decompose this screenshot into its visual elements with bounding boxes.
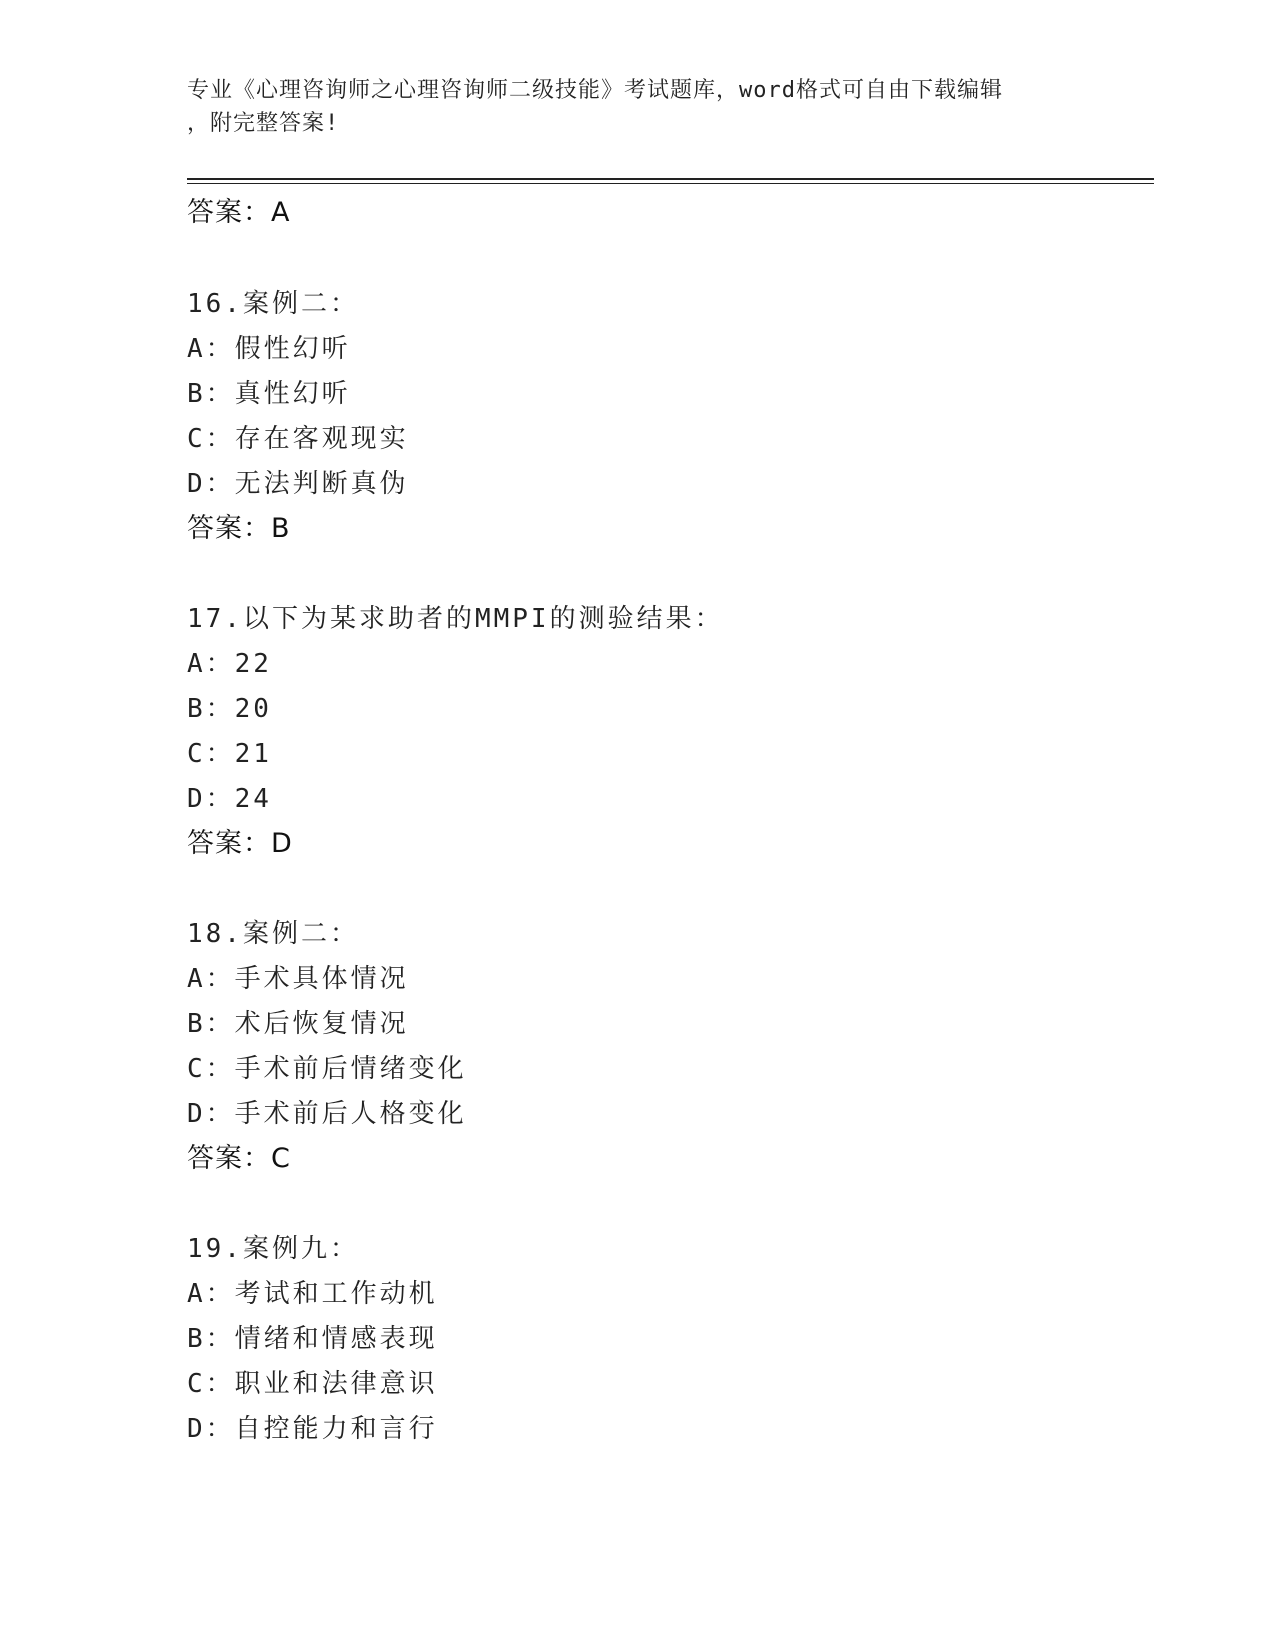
option-b: B：情绪和情感表现 [187,1324,438,1354]
option-c: C：手术前后情绪变化 [187,1054,467,1084]
option-c: C：职业和法律意识 [187,1369,438,1399]
option-d: D：自控能力和言行 [187,1414,438,1444]
option-b: B：术后恢复情况 [187,1009,409,1039]
option-d: D：24 [187,784,272,814]
document-header [187,74,1087,140]
header-divider-thick [187,178,1154,180]
question-title: 17.以下为某求助者的MMPI的测验结果： [187,604,724,634]
option-a: A：考试和工作动机 [187,1279,438,1309]
header-divider-thin [187,183,1154,184]
answer-line: 答案：D [187,828,293,859]
answer-line: 答案：B [187,513,291,544]
option-d: D：手术前后人格变化 [187,1099,467,1129]
header-line-1: 专业《心理咨询师之心理咨询师二级技能》考试题库，word格式可自由下载编辑 [187,78,1003,103]
answer-line: 答案：A [187,197,291,228]
question-title: 19.案例九： [187,1234,359,1264]
option-a: A：22 [187,649,272,679]
answer-line: 答案：C [187,1143,291,1174]
option-b: B：20 [187,694,272,724]
option-d: D：无法判断真伪 [187,469,409,499]
question-title: 16.案例二： [187,289,359,319]
option-a: A：手术具体情况 [187,964,409,994]
header-line-2: ，附完整答案! [187,111,340,136]
option-a: A：假性幻听 [187,334,351,364]
option-c: C：存在客观现实 [187,424,409,454]
question-title: 18.案例二： [187,919,359,949]
option-b: B：真性幻听 [187,379,351,409]
option-c: C：21 [187,739,272,769]
